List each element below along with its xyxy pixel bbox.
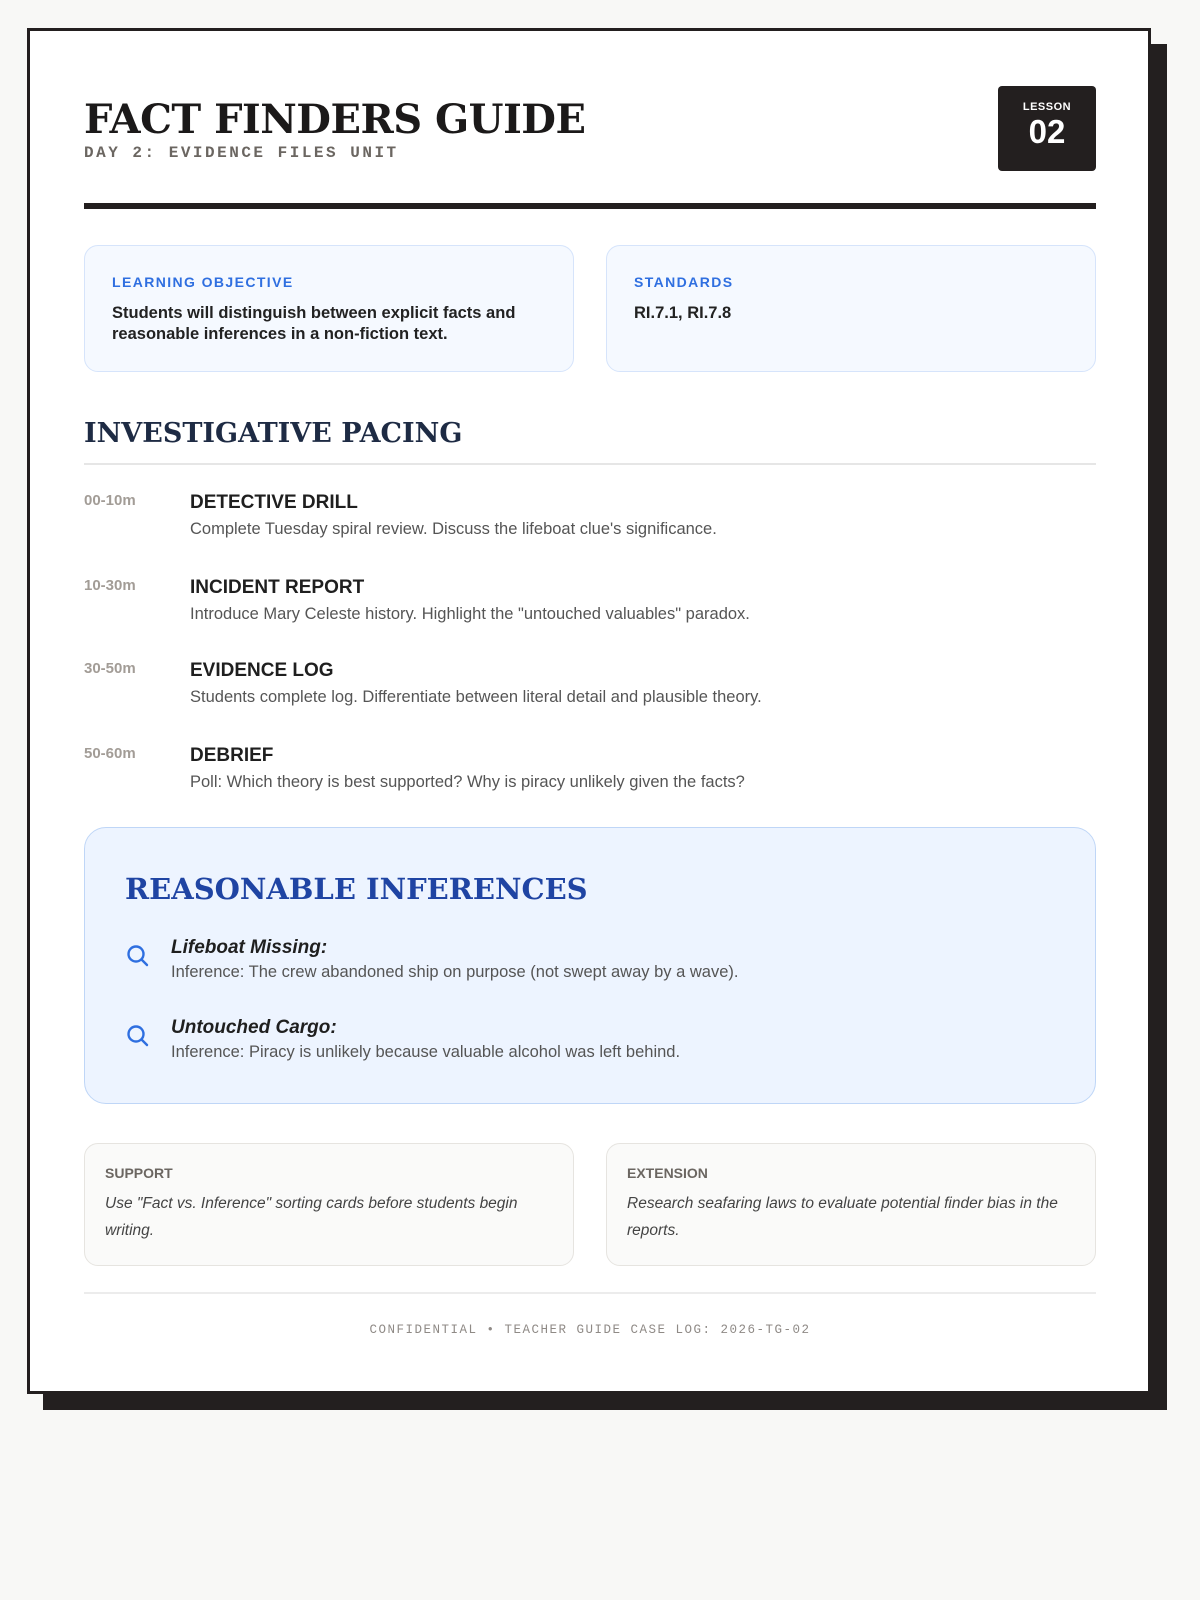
pacing-heading: DETECTIVE DRILL [190, 492, 358, 513]
search-icon [125, 1023, 151, 1049]
inference-item [125, 1017, 1025, 1065]
pacing-divider [84, 463, 1096, 465]
pacing-time: 00-10m [84, 492, 136, 509]
pacing-item [84, 660, 1096, 720]
inference-text: Inference: Piracy is unlikely because valuable alcohol was left behind. [171, 1043, 681, 1061]
pacing-description: Complete Tuesday spiral review. Discuss the lifeboat clue's significance. [190, 520, 717, 538]
footer-divider [84, 1292, 1096, 1294]
pacing-description: Introduce Mary Celeste history. Highlight the "untouched valuables" paradox. [190, 605, 750, 623]
pacing-item [84, 577, 1096, 637]
page-header [84, 86, 1096, 209]
pacing-heading: DEBRIEF [190, 745, 274, 766]
inferences-title: REASONABLE INFERENCES [125, 872, 588, 906]
lesson-number: 02 [1028, 113, 1066, 150]
lesson-label: LESSON [1022, 101, 1072, 113]
standards-text: RI.7.1, RI.7.8 [634, 304, 732, 322]
inference-item [125, 937, 1025, 985]
inference-heading: Untouched Cargo: [171, 1017, 337, 1038]
page-subtitle: DAY 2: EVIDENCE FILES UNIT [84, 144, 399, 162]
standards-label: STANDARDS [634, 274, 734, 290]
lesson-guide-page [27, 28, 1151, 1394]
pacing-time: 50-60m [84, 745, 136, 762]
pacing-heading: EVIDENCE LOG [190, 660, 334, 681]
page-title: FACT FINDERS GUIDE [84, 96, 586, 143]
support-card [84, 1143, 574, 1266]
reasonable-inferences-box [84, 827, 1096, 1104]
pacing-heading: INCIDENT REPORT [190, 577, 365, 598]
pacing-description: Poll: Which theory is best supported? Why is piracy unlikely given the facts? [190, 773, 745, 791]
extension-label: EXTENSION [627, 1165, 708, 1181]
pacing-time: 10-30m [84, 577, 136, 594]
pacing-item [84, 492, 1096, 552]
search-icon [125, 943, 151, 969]
inference-text: Inference: The crew abandoned ship on purpose (not swept away by a wave). [171, 963, 739, 981]
pacing-time: 30-50m [84, 660, 136, 677]
learning-objective-label: LEARNING OBJECTIVE [112, 274, 294, 290]
extension-text: Research seafaring laws to evaluate potential finder bias in the reports. [627, 1195, 1058, 1239]
support-text: Use "Fact vs. Inference" sorting cards before students begin writing. [105, 1195, 518, 1239]
learning-objective-text: Students will distinguish between explicit facts and reasonable inferences in a non-fiction text. [112, 304, 516, 343]
learning-objective-card [84, 245, 574, 372]
pacing-title: INVESTIGATIVE PACING [84, 418, 463, 449]
inference-heading: Lifeboat Missing: [171, 937, 328, 958]
support-label: SUPPORT [105, 1165, 173, 1181]
lesson-badge [998, 86, 1096, 171]
standards-card [606, 245, 1096, 372]
pacing-item [84, 745, 1096, 805]
extension-card [606, 1143, 1096, 1266]
pacing-description: Students complete log. Differentiate between literal detail and plausible theory. [190, 688, 762, 706]
footer-text: CONFIDENTIAL • TEACHER GUIDE CASE LOG: 2026-TG-02 [369, 1323, 811, 1337]
